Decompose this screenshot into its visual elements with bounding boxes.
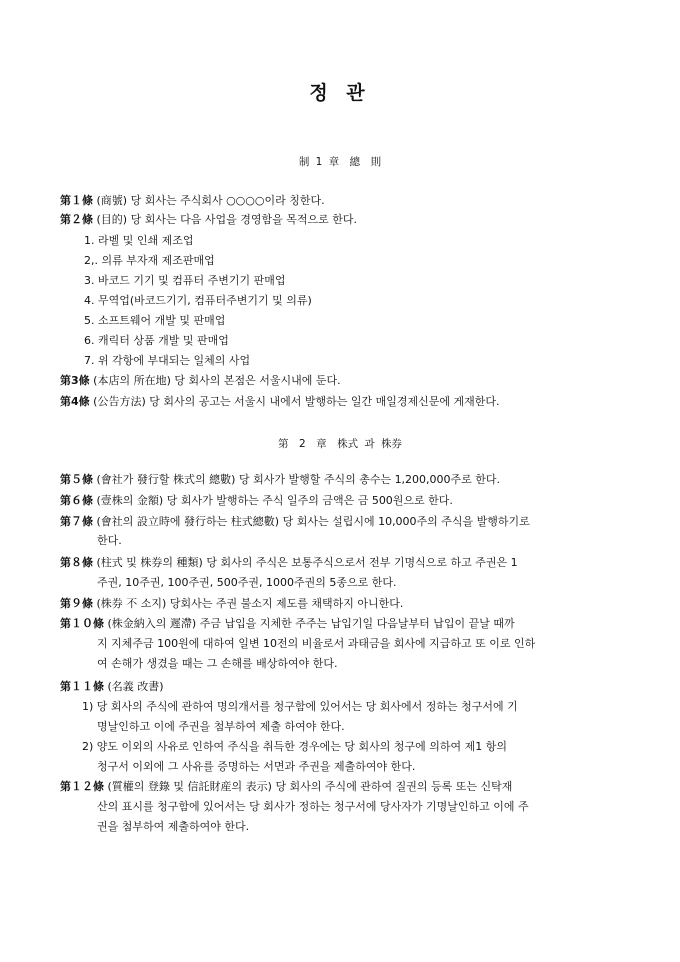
article-text: 2) 양도 이외의 사유로 인하여 주식을 취득한 경우에는 당 회사의 청구에 의하여 제1 항의 [82,740,508,753]
article-line [97,534,122,548]
article-number: 第１條 [60,194,93,207]
article-line [60,374,341,388]
article-line [60,473,500,487]
article-text: 3. 바코드 기기 및 컴퓨터 주변기기 판매업 [84,274,286,287]
document-title: 정 관 [309,82,371,104]
article-line [60,213,357,227]
article-text: 명날인하고 이에 주권을 첨부하여 제출 하여야 한다. [97,720,345,733]
article-line [97,820,249,834]
article-text: 2,. 의류 부자재 제조판매업 [84,254,215,267]
article-text: (柱式 및 株券의 種類) 당 회사의 주식은 보통주식으로서 전부 기명식으로 하고 주권은 1 [93,556,518,569]
article-line [60,194,325,208]
article-text: (株金納入의 遲滯) 주금 납입을 지체한 주주는 납입기일 다음날부터 납입이 끝날 때까 [104,617,515,630]
article-line [84,234,194,248]
article-number: 第９條 [60,597,93,610]
article-line [97,637,535,651]
article-number: 第２條 [60,213,93,226]
article-number: 第７條 [60,515,93,528]
chapter-2-heading: 第 2 章 株式 과 株券 [278,438,402,450]
article-line [84,334,229,348]
article-text: 지 지체주금 100원에 대하여 일변 10전의 비율로서 과태금을 회사에 지급하고 또 이로 인하 [97,637,536,650]
article-text: 청구서 이외에 그 사유를 증명하는 서면과 주권을 제출하여야 한다. [97,760,416,773]
article-text: 1. 라벨 및 인쇄 제조업 [84,234,194,247]
article-line [97,800,529,814]
article-text: (商號) 당 회사는 주식회사 ○○○○이라 칭한다. [93,194,325,207]
article-line [97,720,345,734]
article-line [84,354,250,368]
article-line [82,740,507,754]
article-line [60,780,512,794]
article-text: 여 손해가 생겼을 때는 그 손해를 배상하여야 한다. [97,657,338,670]
article-text: (會社가 發行할 株式의 總數) 당 회사가 발행할 주식의 총수는 1,200,000주로 한다. [93,473,501,486]
article-text: (株券 不 소지) 당회사는 주권 불소지 제도를 채택하지 아니한다. [93,597,404,610]
article-text: 권을 첨부하여 제출하여야 한다. [97,820,250,833]
article-line [84,274,286,288]
article-line [84,294,312,308]
article-number: 第4條 [60,395,90,408]
article-line [60,597,403,611]
chapter-1-heading: 制 1 章 總 則 [298,156,382,168]
article-text: 7. 위 각항에 부대되는 일체의 사업 [84,354,251,367]
article-number: 第６條 [60,494,93,507]
article-text: 한다. [97,534,122,547]
article-line [97,760,415,774]
article-text: (會社의 設立時에 發行하는 柱式總數) 당 회사는 설립시에 10,000주의 주식을 발행하기로 [93,515,530,528]
article-text: (目的) 당 회사는 다음 사업을 경영함을 목적으로 한다. [93,213,357,226]
article-line [60,680,164,694]
article-line [60,494,453,508]
article-number: 第５條 [60,473,93,486]
article-text: (公告方法) 당 회사의 공고는 서울시 내에서 발행하는 일간 매일경제신문에 게재한다. [89,395,500,408]
article-text: 산의 표시를 청구함에 있어서는 당 회사가 정하는 청구서에 당사자가 기명날인하고 이에 주 [97,800,529,813]
article-number: 第１２條 [60,780,104,793]
article-number: 第１１條 [60,680,104,693]
article-text: (本店의 所在地) 당 회사의 본점은 서울시내에 둔다. [89,374,341,387]
article-text: (名義 改書) [104,680,164,693]
article-line [60,515,530,529]
article-line [60,556,518,570]
article-line [60,617,515,631]
article-number: 第８條 [60,556,93,569]
article-text: (壹株의 金額) 당 회사가 발행하는 주식 일주의 금액은 금 500원으로 한다. [93,494,453,507]
article-line [60,395,499,409]
article-line [97,576,396,590]
article-line [82,700,518,714]
article-text: 1) 당 회사의 주식에 관하여 명의개서를 청구함에 있어서는 당 회사에서 정하는 청구서에 기 [82,700,518,713]
article-line [84,254,215,268]
article-line [97,657,338,671]
article-text: 6. 캐릭터 상품 개발 및 판매업 [84,334,229,347]
article-text: (質權의 登錄 및 信託財産의 表示) 당 회사의 주식에 관하여 질권의 등록 또는 신탁재 [104,780,513,793]
article-text: 5. 소프트웨어 개발 및 판매업 [84,314,226,327]
article-number: 第3條 [60,374,90,387]
article-text: 4. 무역업(바코드기기, 컴퓨터주변기기 및 의류) [84,294,312,307]
article-text: 주권, 10주권, 100주권, 500주권, 1000주권의 5종으로 한다. [97,576,397,589]
article-line [84,314,225,328]
article-number: 第１０條 [60,617,104,630]
